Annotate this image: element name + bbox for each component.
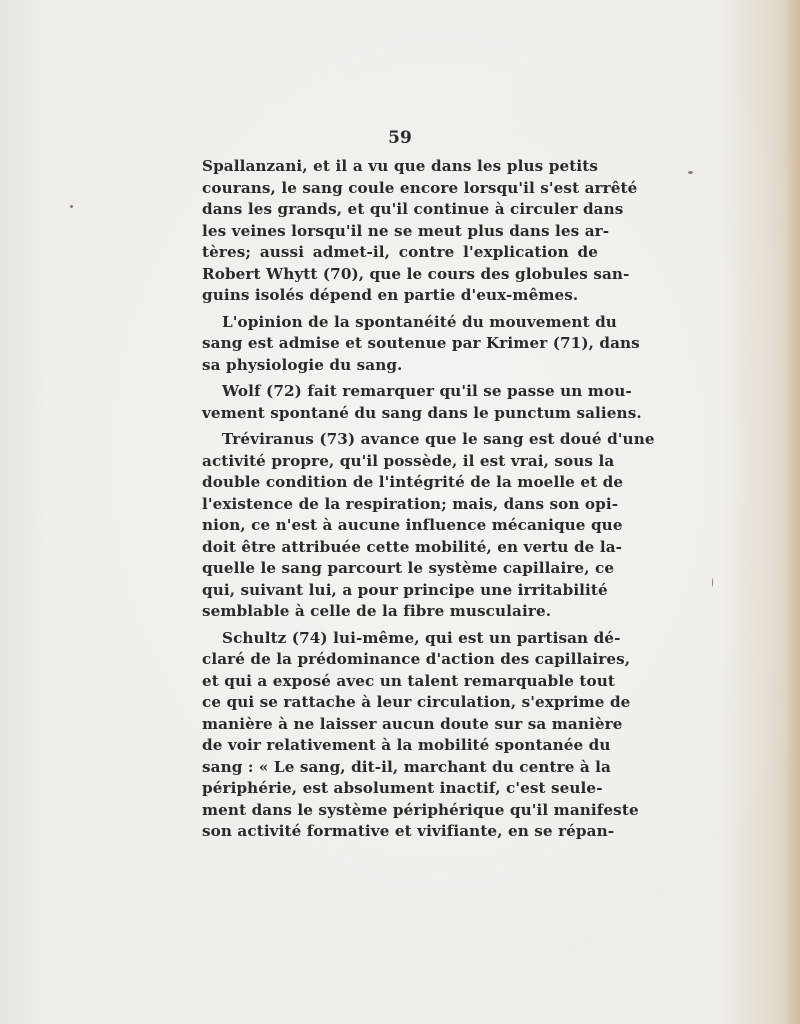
text-line: l'existence de la respiration; mais, dans son opi- [202, 494, 619, 513]
text-line: L'opinion de la spontanéité du mouvement du [222, 312, 617, 331]
text-line: claré de la prédominance d'action des capillaires, [202, 650, 631, 668]
text-line: Wolf (72) fait remarquer qu'il se passe un mou- [222, 382, 632, 400]
text-line: ce qui se rattache à leur circulation, s'exprime de [202, 693, 631, 711]
page-number: 59 [388, 128, 412, 148]
text-line: sang : « Le sang, dit-il, marchant du centre à la [202, 757, 611, 776]
paper-speck [688, 171, 693, 174]
text-line: dans les grands, et qu'il continue à circuler dans [202, 200, 624, 218]
text-line: son activité formative et vivifiante, en se répan- [202, 822, 615, 840]
text-line: manière à ne laisser aucun doute sur sa manière [202, 714, 623, 733]
text-line: les veines lorsqu'il ne se meut plus dans les ar- [202, 221, 610, 240]
text-line: Schultz (74) lui-même, qui est un partisan dé- [222, 628, 621, 647]
text-line: doit être attribuée cette mobilité, en vertu de la- [202, 537, 623, 556]
text-line: Spallanzani, et il a vu que dans les plus petits [202, 157, 598, 175]
text-line: activité propre, qu'il possède, il est vrai, sous la [202, 451, 615, 470]
text-line: quelle le sang parcourt le système capillaire, ce [202, 559, 615, 577]
paragraph [202, 429, 655, 623]
text-line: Tréviranus (73) avance que le sang est doué d'une [222, 430, 655, 448]
text-line: vement spontané du sang dans le punctum saliens. [202, 403, 642, 422]
paragraph [202, 381, 642, 424]
page-edge-shadow [786, 0, 800, 1024]
text-line: tères; aussi admet-il, contre l'explication de [202, 243, 598, 261]
body-text [202, 156, 655, 843]
paragraph [202, 156, 638, 307]
text-line: de voir relativement à la mobilité spontanée du [202, 736, 611, 754]
paragraph [202, 628, 639, 843]
text-line: guins isolés dépend en partie d'eux-mêmes. [202, 286, 579, 304]
text-line: semblable à celle de la fibre musculaire. [202, 602, 552, 620]
text-line: double condition de l'intégrité de la moelle et de [202, 473, 624, 491]
paper-speck [712, 578, 713, 587]
text-line: périphérie, est absolument inactif, c'est seule- [202, 779, 603, 797]
text-line: sa physiologie du sang. [202, 355, 403, 374]
text-line: Robert Whytt (70), que le cours des globules san- [202, 264, 630, 283]
paper-speck [70, 205, 73, 208]
text-line: courans, le sang coule encore lorsqu'il s'est arrêté [202, 178, 638, 197]
text-line: ment dans le système périphérique qu'il manifeste [202, 800, 639, 819]
text-line: et qui a exposé avec un talent remarquable tout [202, 671, 615, 690]
text-line: qui, suivant lui, a pour principe une irritabilité [202, 580, 608, 599]
paragraph [202, 312, 640, 377]
text-line: nion, ce n'est à aucune influence mécanique que [202, 516, 623, 534]
text-line: sang est admise et soutenue par Krimer (71), dans [202, 334, 640, 352]
